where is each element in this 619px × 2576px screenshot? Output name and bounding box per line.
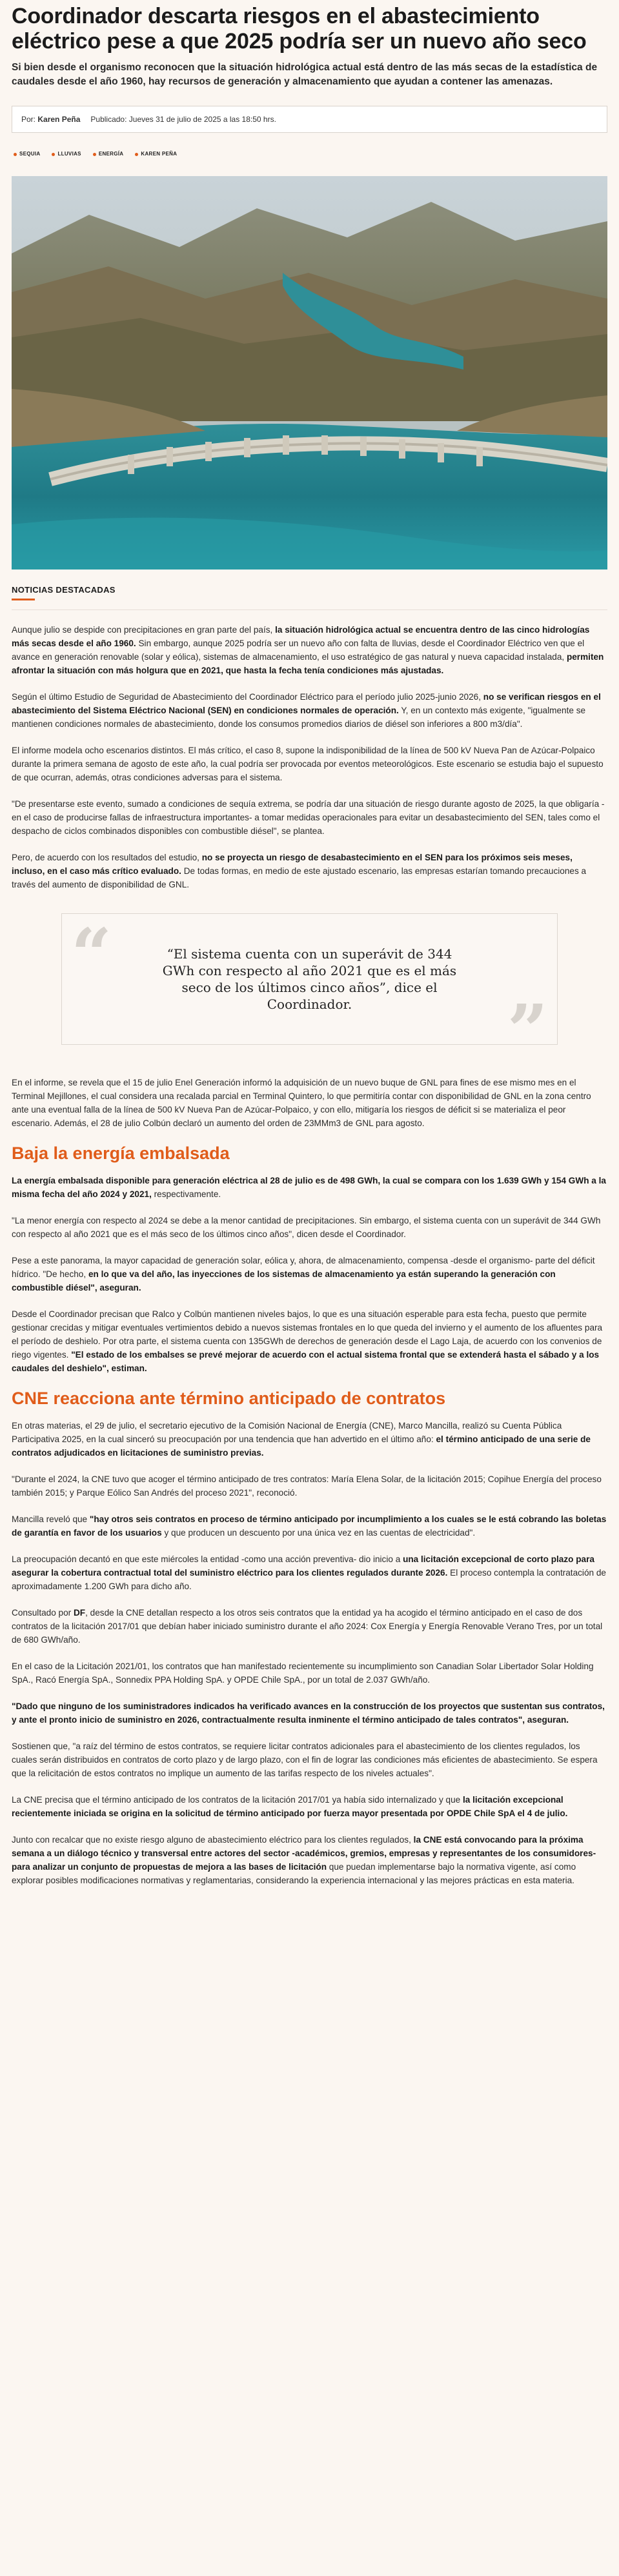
paragraph-3: El informe modela ocho escenarios distintos. El más crítico, el caso 8, supone la indisponibilidad de la línea de 500 kV Nueva Pan de Azúcar-Polpaico durante la primera semana de agosto de este año, la cual podría ser provocada por eventos meteorológicos. Este escenario se estudia bajo el supuesto de que ocurran, además, otras condiciones adversas para el sistema.: [12, 746, 604, 782]
section-kicker[interactable]: NOTICIAS DESTACADAS: [12, 585, 116, 595]
text-bold: la situación hidrológica actual se encuentra dentro de las cinco hidrologías más secas desde el año 1960.: [12, 625, 590, 648]
text: Sin embargo, aunque 2025 podría ser un nuevo año con falta de lluvias, desde el Coordinador Eléctrico ven que el avance en generación renovable (solar y eólica), sistemas de almacenamiento, el uso estratégico de gas natural y nueva capacidad instalada,: [12, 639, 585, 662]
text: Pero, de acuerdo con los resultados del estudio,: [12, 853, 202, 862]
text: , desde la CNE detallan respecto a los otros seis contratos que la entidad ya ha acogido el término anticipado en el caso de dos contratos de la licitación 2017/01 que debían haber iniciado suministro durante el año 2024: Cox Energía y Energía Renovable Verano Tres, por un total de 680 GWh/año.: [12, 1608, 603, 1645]
paragraph-14: [12, 1552, 607, 1593]
paragraph-20: [12, 1833, 607, 1887]
publish-date: Publicado: Jueves 31 de julio de 2025 a las 18:50 hrs.: [90, 115, 276, 124]
text: Aunque julio se despide con precipitaciones en gran parte del país,: [12, 625, 276, 635]
tag-sequia[interactable]: SEQUIA: [12, 148, 45, 159]
paragraph-8: "La menor energía con respecto al 2024 se debe a la menor cantidad de precipitaciones. Sin embargo, el sistema cuenta con un superávit de 344 GWh con respecto al año 2021 que es el más seco de los últimos cinco años", dicen desde el Coordinador.: [12, 1216, 601, 1239]
paragraph-6: En el informe, se revela que el 15 de julio Enel Generación informó la adquisición de un nuevo buque de GNL para fines de ese mismo mes en el Terminal Mejillones, el cual considera una recalada parcial en Terminal Quintero, lo que permitiría contar con disponibilidad de GNL en la zona centro ante una eventual falla de la línea de 500 kV Nueva Pan de Azúcar-Polpaico, y con ello, mitigaría los riesgos de déficit si se materializa el peor escenario. Además, el 28 de julio Colbún declaró un aumento del orden de 23MMm3 de GNL para agosto.: [12, 1078, 591, 1128]
text-bold: permiten afrontar la situación con más holgura que en 2021, que hasta la fecha tenía condiciones más ajustadas.: [12, 652, 604, 675]
text-bold: en lo que va del año, las inyecciones de los sistemas de almacenamiento ya están superando la generación con combustible diésel", aseguran.: [12, 1269, 556, 1293]
hero-image: [12, 176, 607, 570]
paragraph-1: [12, 623, 607, 677]
paragraph-17: [12, 1699, 607, 1727]
text: y que producen un descuento por una única vez en las cuentas de electricidad".: [161, 1528, 476, 1538]
text: De todas formas, en medio de este ajustado escenario, las empresas estarían tomando precauciones a través del aumento de disponibilidad de GNL.: [12, 866, 587, 889]
text: Según el último Estudio de Seguridad de Abastecimiento del Coordinador Eléctrico para el período julio 2025-junio 2026,: [12, 692, 483, 702]
paragraph-18: Sostienen que, "a raíz del término de estos contratos, se requiere licitar contratos adicionales para el abastecimiento de los clientes regulados, los cuales serán distribuidos en contratos de corto plazo y de largo plazo, con el fin de lograr las condiciones más eficientes de abastecimiento. Se espera que la relicitación de estos contratos no implique un aumento de las tarifas respecto de los niveles actuales".: [12, 1741, 598, 1778]
text: que puedan implementarse bajo la normativa vigente, así como explorar posibles modificaciones normativas y reglamentarias, considerando la experiencia internacional y las mejores prácticas en esta materia.: [12, 1862, 576, 1885]
divider: [12, 609, 607, 610]
text-bold: DF: [73, 1608, 86, 1618]
text-bold: la CNE está convocando para la próxima semana a un diálogo técnico y transversal entre actores del sector -académicos, gremios, empresas y representantes de los consumidores- para analizar un conjunto de propuestas de mejora a las bases de licitación: [12, 1835, 596, 1872]
text-bold: no se verifican riesgos en el abastecimiento del Sistema Eléctrico Nacional (SEN) en condiciones normales de operación.: [12, 692, 601, 715]
text: La CNE precisa que el término anticipado de los contratos de la licitación 2017/01 ya había sido internalizado y que: [12, 1795, 463, 1805]
author-prefix: Por:: [21, 115, 36, 124]
paragraph-4: "De presentarse este evento, sumado a condiciones de sequía extrema, se podría dar una situación de riesgo durante agosto de 2025, la que obligaría -en el caso de producirse fallas de infraestructura importantes- a tomar medidas operacionales para evitar un desabastecimiento del SEN, tales como el despacho de ciclos combinados disponibles con combustible diésel", se plantea.: [12, 799, 605, 836]
paragraph-15: [12, 1606, 607, 1647]
text: El proceso contempla la contratación de aproximadamente 1.200 GWh para dicho año.: [12, 1568, 606, 1591]
paragraph-2: [12, 690, 607, 731]
article-meta: [12, 106, 607, 133]
text: Consultado por: [12, 1608, 74, 1618]
text-bold: el término anticipado de una serie de contratos adjudicados en licitaciones de suministro previas.: [12, 1434, 591, 1458]
text: Pese a este panorama, la mayor capacidad de generación solar, eólica y, ahora, de almacenamiento, compensa -desde el organismo- parte del déficit hídrico. "De hecho,: [12, 1256, 595, 1279]
paragraph-9: [12, 1254, 607, 1294]
paragraph-16: En el caso de la Licitación 2021/01, los contratos que han manifestado recientemente su incumplimiento son Canadian Solar Libertador Solar Holding SpA., Racó Energía SpA., Sonnedix PPA Holding SpA. y OPDE Chile SpA., por un total de 2.037 GWh/año.: [12, 1661, 594, 1685]
article-subtitle: Si bien desde el organismo reconocen que la situación hidrológica actual está dentro de las más secas de la estadística de caudales desde el año 1960, hay recursos de generación y almacenamiento que ayudan a contener las amenazas.: [12, 62, 598, 87]
paragraph-12: "Durante el 2024, la CNE tuvo que acoger el término anticipado de tres contratos: María Elena Solar, de la licitación 2015; Copihue Energía del proceso también 2015; y Parque Eólico San Andrés del proceso 2021", reconoció.: [12, 1474, 602, 1498]
author-name[interactable]: Karen Peña: [37, 115, 81, 124]
quote-text: “El sistema cuenta con un superávit de 344 GWh con respecto al año 2021 que es el más seco de los últimos cinco años”, dice el Coordinador.: [162, 946, 457, 1012]
text-bold: "Dado que ninguno de los suministradores indicados ha verificado avances en la construcción de los proyectos que sustentan sus contratos, y ante el pronto inicio de suministro en 2026, contractualmente resulta inminente el término anticipado de tales contratos", aseguran.: [12, 1701, 605, 1725]
text: La preocupación decantó en que este miércoles la entidad -como una acción preventiva- dio inicio a: [12, 1554, 403, 1564]
text: respectivamente.: [151, 1189, 221, 1199]
tag-energia[interactable]: ENERGÍA: [91, 148, 128, 159]
paragraph-10: [12, 1307, 607, 1375]
text: Y, en un contexto más exigente, "igualmente se mantienen condiciones normales de abastecimiento, donde los consumos promedios diarios de diésel son inferiores a 800 m3/día".: [12, 706, 586, 729]
quote-open-icon: “: [71, 913, 112, 996]
text-bold: "hay otros seis contratos en proceso de término anticipado por incumplimiento a los cuales se le está cobrando las boletas de garantía en favor de los usuarios: [12, 1514, 607, 1538]
paragraph-7: [12, 1174, 607, 1201]
quote-close-icon: ”: [507, 989, 548, 1072]
text-bold: "El estado de los embalses se prevé mejorar de acuerdo con el actual sistema frontal que se extenderá hasta el sábado y a los caudales del deshielo", estiman.: [12, 1350, 600, 1373]
paragraph-5: [12, 851, 607, 891]
text: Junto con recalcar que no existe riesgo alguno de abastecimiento eléctrico para los clientes regulados,: [12, 1835, 414, 1845]
author-line: [21, 115, 80, 124]
text: Desde el Coordinador precisan que Ralco y Colbún mantienen niveles bajos, lo que es una situación esperable para esta fecha, puesto que permite gestionar crecidas y mitigar eventuales vertimientos debido a nuevos sistemas frontales en lo que queda del invierno y el aumento de los afluentes para el período de deshielo. Por otra parte, el sistema cuenta con 135GWh de derechos de generación desde el Lago Laja, de acuerdo con los convenios de riego vigentes.: [12, 1309, 603, 1360]
paragraph-11: [12, 1419, 607, 1460]
text-bold: una licitación excepcional de corto plazo para asegurar la cobertura contractual total del suministro eléctrico para los clientes regulados durante 2026.: [12, 1554, 594, 1578]
text-bold: no se proyecta un riesgo de desabastecimiento en el SEN para los próximos seis meses, incluso, en el caso más crítico evaluado.: [12, 853, 573, 876]
article-title: Coordinador descarta riesgos en el abastecimiento eléctrico pese a que 2025 podría ser un nuevo año seco: [12, 4, 587, 54]
paragraph-19: [12, 1793, 607, 1820]
text-bold: la licitación excepcional recientemente iniciada se origina en la solicitud de término anticipado por fuerza mayor presentada por OPDE Chile SpA el 4 de julio.: [12, 1795, 568, 1818]
tag-lluvias[interactable]: LLUVIAS: [50, 148, 85, 159]
paragraph-13: [12, 1512, 607, 1540]
text: Mancilla reveló que: [12, 1514, 90, 1524]
tag-karen-pena[interactable]: KAREN PEÑA: [133, 148, 181, 159]
pull-quote: [61, 913, 558, 1072]
kicker-underline: [12, 599, 35, 600]
text-bold: La energía embalsada disponible para generación eléctrica al 28 de julio es de 498 GWh, la cual se compara con los 1.639 GWh y 154 GWh a la misma fecha del año 2024 y 2021,: [12, 1176, 606, 1199]
section-heading-energia-embalsada: Baja la energía embalsada: [12, 1144, 230, 1163]
text: En otras materias, el 29 de julio, el secretario ejecutivo de la Comisión Nacional de Energía (CNE), Marco Mancilla, realizó su Cuenta Pública Participativa 2025, en la cual sinceró su preocupación por una tendencia que han advertido en el último año:: [12, 1421, 562, 1444]
tag-list: [12, 148, 607, 159]
section-heading-cne: CNE reacciona ante término anticipado de contratos: [12, 1389, 446, 1408]
